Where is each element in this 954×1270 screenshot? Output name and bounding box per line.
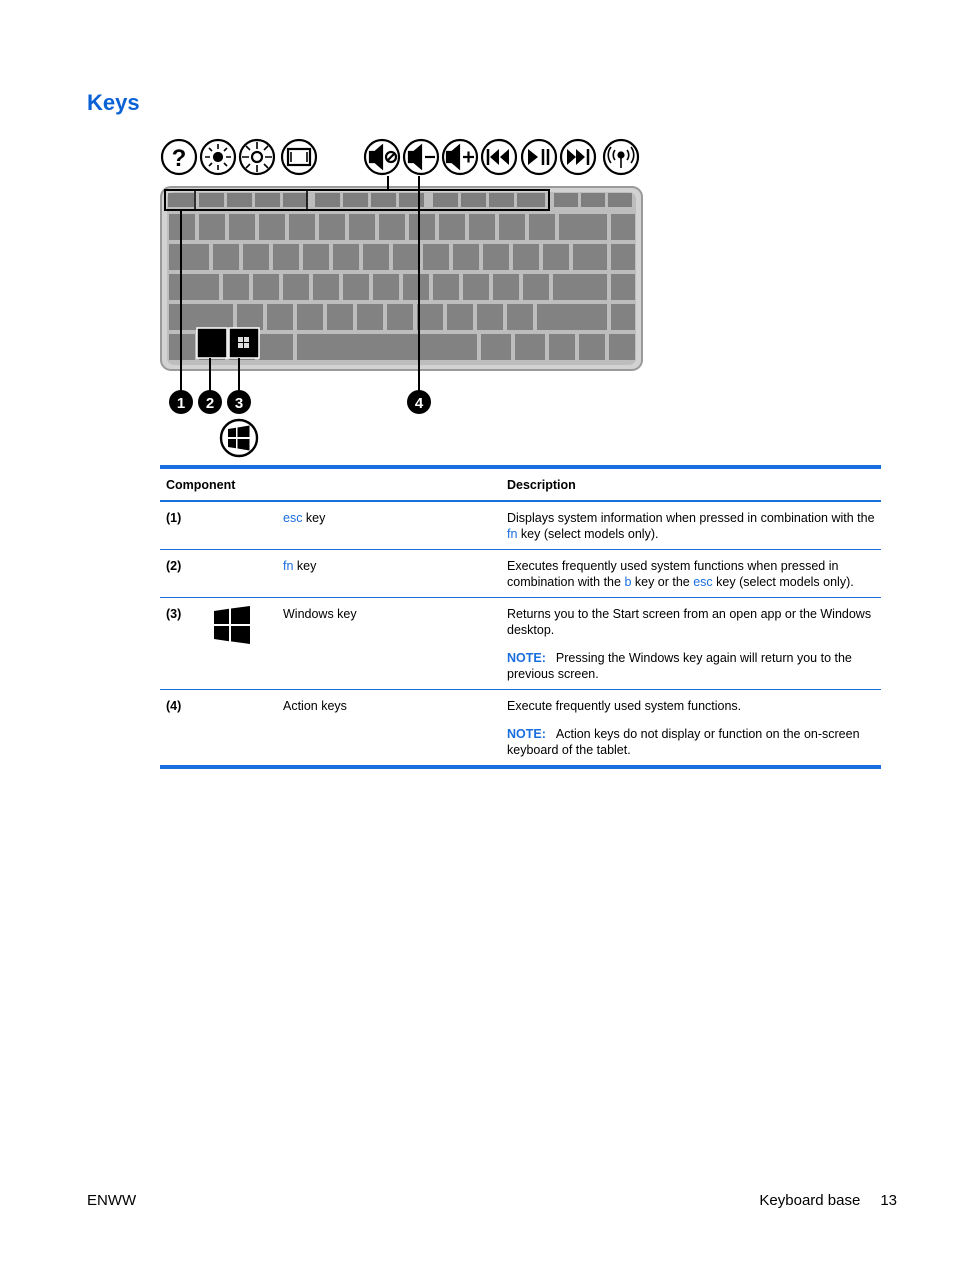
callout-4: 4: [414, 395, 424, 412]
component-name: Windows key: [283, 607, 357, 621]
component-name: fn key: [283, 559, 317, 573]
display-switch-icon: [282, 140, 316, 174]
wireless-icon: [604, 140, 638, 174]
row-number: (1): [166, 511, 182, 525]
mute-icon: [365, 140, 399, 174]
component-name: Action keys: [283, 699, 347, 713]
previous-track-icon: [482, 140, 516, 174]
header-description: Description: [507, 478, 576, 492]
component-name: esc key: [283, 511, 326, 525]
page-title: Keys: [87, 90, 140, 115]
table-row: [160, 598, 881, 690]
note: NOTE: Pressing the Windows key again will return you to the previous screen.: [507, 651, 852, 681]
callout-3: 3: [234, 395, 244, 412]
row-number: (3): [166, 607, 182, 621]
callout-2: 2: [205, 395, 215, 412]
table-row: [160, 501, 881, 550]
callout-1: 1: [176, 395, 186, 412]
windows-logo-icon: [221, 420, 257, 456]
footer-right: [759, 1192, 897, 1209]
action-key-icons: [162, 140, 638, 174]
volume-up-icon: [443, 140, 477, 174]
footer-section: Keyboard base: [759, 1192, 861, 1209]
header-component: Component: [166, 478, 236, 492]
note: NOTE: Action keys do not display or function on the on-screen keyboard of the tablet.: [507, 727, 860, 757]
component-description: Execute frequently used system functions. NOTE: Action keys do not display or function on the on-screen keyboard of the tablet.: [501, 690, 881, 768]
volume-down-icon: [404, 140, 438, 174]
brightness-up-icon: [240, 140, 274, 174]
help-icon: [162, 140, 196, 174]
b-link[interactable]: b: [624, 575, 632, 589]
table-row: [160, 690, 881, 768]
table-header-row: [160, 467, 881, 501]
table-row: [160, 550, 881, 598]
component-description: Displays system information when pressed in combination with the fn key (select models only).: [507, 511, 875, 541]
esc-link[interactable]: esc: [693, 575, 713, 589]
row-number: (2): [166, 559, 182, 573]
keyboard-body: [161, 187, 642, 370]
component-description: Executes frequently used system functions when pressed in combination with the b key or the esc key (select models only).: [507, 559, 854, 589]
keys-table: [160, 465, 881, 769]
brightness-down-icon: [201, 140, 235, 174]
callout-numbers: [169, 390, 431, 414]
component-description: Returns you to the Start screen from an open app or the Windows desktop. NOTE: Pressing the Windows key again will return you to the previous screen.: [501, 598, 881, 690]
row-number: (4): [166, 699, 182, 713]
keyboard-figure: [155, 130, 655, 460]
note-label: NOTE:: [507, 651, 546, 665]
fn-link[interactable]: fn: [283, 559, 294, 573]
next-track-icon: [561, 140, 595, 174]
play-pause-icon: [522, 140, 556, 174]
esc-link[interactable]: esc: [283, 511, 303, 525]
svg-text:?: ?: [171, 145, 187, 172]
footer-left: ENWW: [87, 1192, 137, 1209]
page-number: 13: [880, 1192, 897, 1209]
note-label: NOTE:: [507, 727, 546, 741]
fn-link[interactable]: fn: [507, 527, 518, 541]
windows-logo-icon: [213, 606, 251, 644]
